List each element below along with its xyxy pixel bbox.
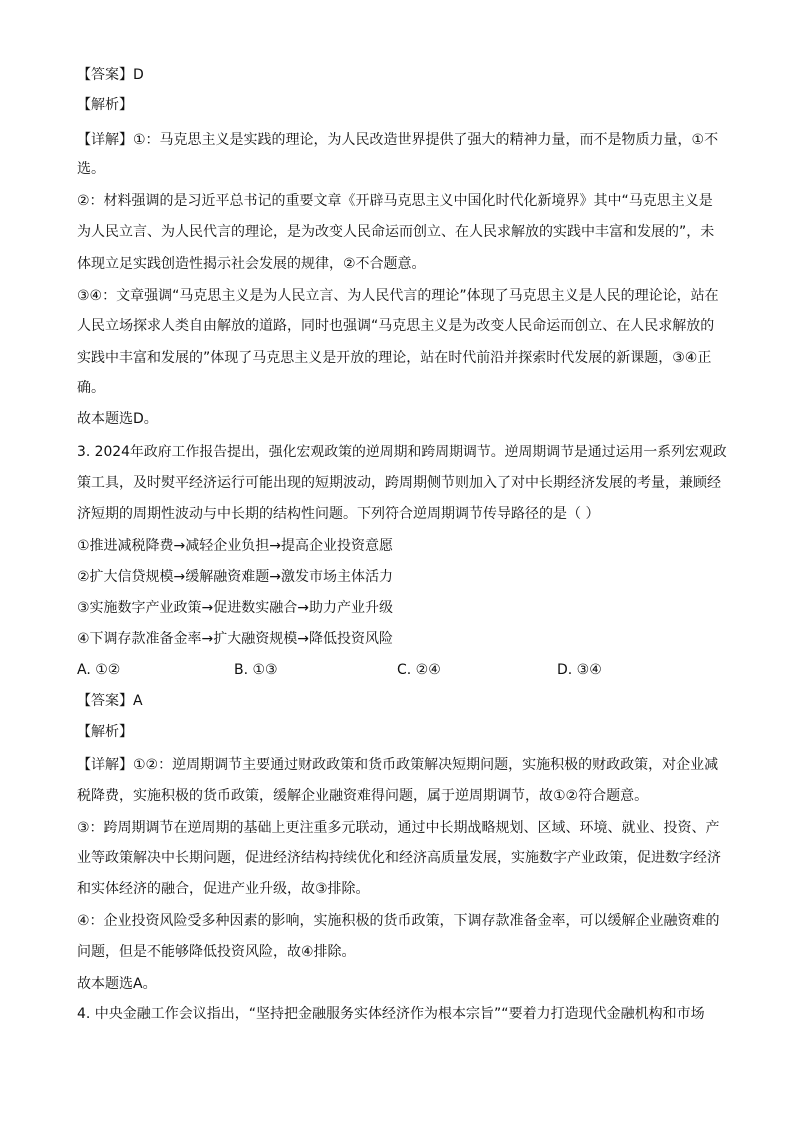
q3-stem-line: 3. 2024年政府工作报告提出，强化宏观政策的逆周期和跨周期调节。逆周期调节是通过运用一系列宏观政 <box>77 444 727 460</box>
q3-stem-line: 策工具，及时熨平经济运行可能出现的短期波动，跨周期侧节则加入了对中长期经济发展的考量，兼顾经 <box>77 475 721 491</box>
q2-answer-label: 【答案】D <box>77 67 144 83</box>
q2-detail-line: ③④：文章强调“马克思主义是为人民立言、为人民代言的理论”体现了马克思主义是人民的理论论，站在 <box>77 288 719 304</box>
q2-detail-line: ②：材料强调的是习近平总书记的重要文章《开辟马克思主义中国化时代化新境界》其中“马克思主义是 <box>77 193 713 209</box>
q3-detail-line: 和实体经济的融合，促进产业升级，故③排除。 <box>77 881 370 897</box>
q2-conclusion: 故本题选D。 <box>77 411 158 427</box>
q2-detail-line: 确。 <box>77 380 105 396</box>
q3-detail-line: ③：跨周期调节在逆周期的基础上更注重多元联动，通过中长期战略规划、区域、环境、就业、投资、产 <box>77 820 720 836</box>
q2-detail-line: 实践中丰富和发展的”体现了马克思主义是开放的理论，站在时代前沿并探索时代发展的新课题，③④正 <box>77 350 712 366</box>
q3-detail-line: 【详解】①②：逆周期调节主要通过财政政策和货币政策解决短期问题，实施积极的财政政策，对企业减 <box>77 757 719 773</box>
q3-detail-line: ④：企业投资风险受多种因素的影响，实施积极的货币政策，下调存款准备金率，可以缓解企业融资难的 <box>77 913 720 929</box>
q3-item: ②扩大信贷规模→缓解融资难题→激发市场主体活力 <box>77 569 394 585</box>
q2-detail-line: 体现立足实践创造性揭示社会发展的规律，②不合题意。 <box>77 256 426 272</box>
q3-answer-label: 【答案】A <box>77 693 143 709</box>
q2-detail-line: 为人民立言、为人民代言的理论，是为改变人民命运而创立、在人民求解放的实践中丰富和发展的”，未 <box>77 224 715 240</box>
q3-option-c: C. ②④ <box>397 662 441 678</box>
q3-analysis-label: 【解析】 <box>77 724 133 740</box>
q3-item: ①推进减税降费→减轻企业负担→提高企业投资意愿 <box>77 538 394 554</box>
q3-item: ④下调存款准备金率→扩大融资规模→降低投资风险 <box>77 631 394 647</box>
q3-conclusion: 故本题选A。 <box>77 976 157 992</box>
q2-analysis-label: 【解析】 <box>77 97 133 113</box>
q3-stem-line: 济短期的周期性波动与中长期的结构性问题。下列符合逆周期调节传导路径的是（ ） <box>77 506 600 522</box>
q2-detail-line: 人民立场探求人类自由解放的道路，同时也强调“马克思主义是为改变人民命运而创立、在人民求解放的 <box>77 318 715 334</box>
q3-detail-line: 问题，但是不能够降低投资风险，故④排除。 <box>77 944 356 960</box>
q2-detail-line: 【详解】①：马克思主义是实践的理论，为人民改造世界提供了强大的精神力量，而不是物质力量，①不 <box>77 132 719 148</box>
q3-detail-line: 税降费，实施积极的货币政策，缓解企业融资难得问题，属于逆周期调节，故①②符合题意。 <box>77 788 649 804</box>
q3-option-d: D. ③④ <box>557 662 602 678</box>
q3-item: ③实施数字产业政策→促进数实融合→助力产业升级 <box>77 600 394 616</box>
q3-option-a: A. ①② <box>77 662 121 678</box>
q4-stem-line: 4. 中央金融工作会议指出，“坚持把金融服务实体经济作为根本宗旨”“要着力打造现代金融机构和市场 <box>77 1006 705 1022</box>
q3-option-b: B. ①③ <box>234 662 278 678</box>
q2-detail-line: 选。 <box>77 161 105 177</box>
q3-detail-line: 业等政策解决中长期问题，促进经济结构持续优化和经济高质量发展，实施数字产业政策，促进数字经济 <box>77 850 721 866</box>
q3-options <box>77 661 727 679</box>
